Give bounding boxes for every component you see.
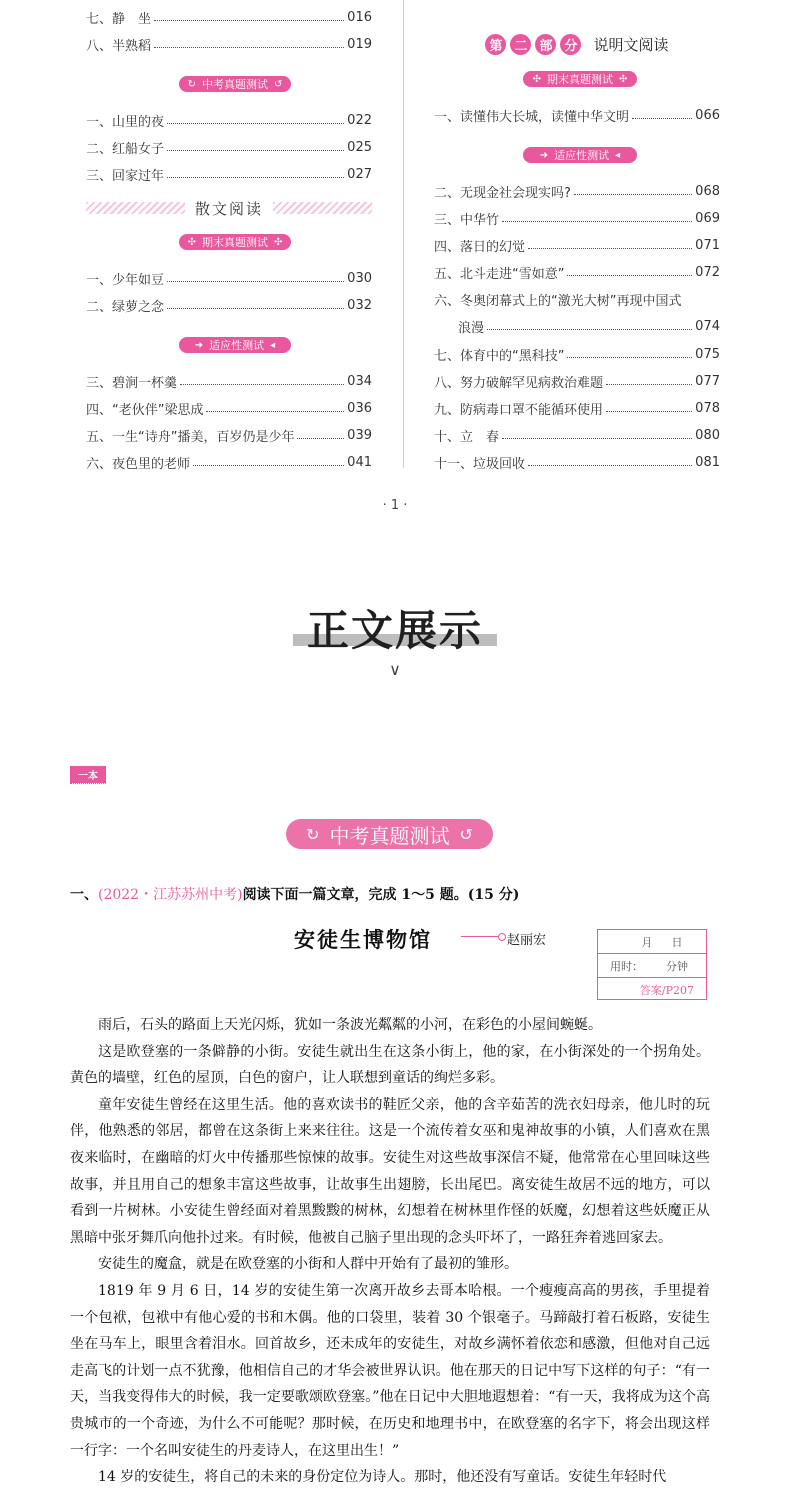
question-source: (2022・江苏苏州中考): [98, 887, 243, 903]
sparkle-icon: ✣: [619, 73, 628, 85]
toc-entry[interactable]: 二、无现金社会现实吗? 068: [434, 183, 720, 201]
part-char: 第: [485, 34, 506, 55]
sparkle-icon: ✣: [532, 73, 541, 85]
showcase-title: 正文展示: [0, 598, 790, 658]
column-divider: [403, 0, 404, 468]
toc-entry[interactable]: 一、少年如豆 030: [86, 270, 372, 288]
section-pill-zhongkao: ↻ 中考真题测试 ↺: [286, 819, 493, 849]
pill-zhongkao: ↻ 中考真题测试 ↺: [179, 76, 291, 92]
toc-entry[interactable]: 一、读懂伟大长城，读懂中华文明 066: [434, 107, 720, 125]
pill-shiying: ➜ 适应性测试 ◂: [179, 337, 291, 353]
chevron-down-icon: ∨: [389, 660, 401, 679]
swirl-icon: ↺: [274, 78, 283, 90]
toc-entry[interactable]: 六、夜色里的老师 041: [86, 454, 372, 472]
brand-logo: 一本: [70, 766, 106, 783]
toc-entry[interactable]: 六、冬奥闭幕式上的“激光大树”再现中国式: [434, 293, 682, 309]
sparkle-icon: ✣: [187, 236, 196, 248]
author-dot: [498, 933, 506, 941]
article-title: 安徒生博物馆: [294, 927, 432, 952]
article-paragraph: 14 岁的安徒生，将自己的未来的身份定位为诗人。那时，他还没有写童话。安徒生年轻时代: [98, 1469, 667, 1486]
swirl-icon: ↻: [306, 824, 320, 844]
pill-qimo: ✣ 期末真题测试 ✣: [523, 71, 637, 87]
sparkle-icon: ✣: [274, 236, 283, 248]
toc-entry[interactable]: 五、北斗走进“雪如意” 072: [434, 264, 720, 282]
toc-entry[interactable]: 二、绿萝之念 032: [86, 297, 372, 315]
article-paragraph: 1819 年 9 月 6 日，14 岁的安徒生第一次离开故乡去哥本哈根。一个瘦瘦高高的男孩，手里提着一个包袱，包袱中有他心爱的书和木偶。他的口袋里，装着 30 个银毫子。马蹄敲打着石板路，安徒生坐在马车上，眼里含着泪水。回首故乡，还未成年的安徒生，对故乡满怀着依恋和感激，但他对自己远走高飞的计划一点不犹豫，他相信自己的才华会被世界认识。他在那天的日记中写下这样的句子：“有一天，当我变得伟大的时候，我一定要歌颂欧登塞。”他在日记中大胆地遐想着：“有一天，我将成为这个高贵城市的一个奇迹，为什么不可能呢？那时候，在历史和地理书中，在欧登塞的名字下，将会出现这样一行字：一个名叫安徒生的丹麦诗人，在这里出生！”: [70, 1282, 710, 1459]
swirl-icon: ↻: [187, 78, 196, 90]
pill-qimo: ✣ 期末真题测试 ✣: [179, 234, 291, 250]
article-paragraph: 安徒生的魔盒，就是在欧登塞的小街和人群中开始有了最初的雏形。: [98, 1256, 518, 1273]
table-of-contents: [0, 0, 790, 480]
arrow-left-icon: ◂: [615, 149, 621, 161]
article-paragraph: 童年安徒生曾经在这里生活。他的喜欢读书的鞋匠父亲，他的含辛茹苦的洗衣妇母亲，他儿时的玩伴，他熟悉的邻居，都曾在这条街上来来往往。这是一个流传着女巫和鬼神故事的小镇，人们喜欢在黑夜来临时，在幽暗的灯火中传播那些惊悚的故事。安徒生对这些故事深信不疑，他常常在心里回味这些故事，并且用自己的想象丰富这些故事，让故事生出翅膀，长出尾巴。离安徒生故居不远的地方，可以看到一片树林。小安徒生曾经面对着黑黢黢的树林，幻想着在树林里作怪的妖魔，幻想着这些妖魔正从黑暗中张牙舞爪向他扑过来。有时候，他被自己脑子里出现的念头吓坏了，一路狂奔着逃回家去。: [70, 1096, 710, 1246]
page-number: · 1 ·: [382, 498, 408, 513]
pill-shiying: ➜ 适应性测试 ◂: [523, 147, 637, 163]
record-box: 月 日 用时： 分钟 答案/P207: [597, 929, 707, 1000]
part-char: 二: [510, 34, 531, 55]
author-line: [461, 936, 501, 937]
toc-entry[interactable]: 十一、垃圾回收 081: [434, 454, 720, 472]
toc-entry[interactable]: 浪漫 074: [458, 318, 720, 336]
article-body: [70, 1012, 710, 1491]
part-char: 部: [535, 34, 556, 55]
arrow-right-icon: ➜: [539, 149, 549, 161]
article-paragraph: 这是欧登塞的一条僻静的小街。安徒生就出生在这条小街上，他的家，在小街深处的一个拐角处。黄色的墙壁，红色的屋顶，白色的窗户，让人联想到童话的绚烂多彩。: [70, 1043, 710, 1087]
part-label: 说明文阅读: [593, 35, 669, 54]
toc-entry[interactable]: 五、一生“诗舟”播美，百岁仍是少年 039: [86, 427, 372, 445]
toc-entry[interactable]: 三、碧涧一杯羹 034: [86, 373, 372, 391]
question-instruction: 一、(2022・江苏苏州中考)阅读下面一篇文章，完成 1～5 题。(15 分): [70, 887, 520, 903]
toc-entry[interactable]: 十、立 春 080: [434, 427, 720, 445]
toc-entry[interactable]: 四、“老伙伴”梁思成 036: [86, 400, 372, 418]
toc-entry[interactable]: 七、静 坐 016: [86, 9, 372, 27]
section-heading-sanwen: 散文阅读: [86, 196, 372, 220]
toc-entry[interactable]: 四、落日的幻觉 071: [434, 237, 720, 255]
arrow-left-icon: ◂: [270, 339, 276, 351]
answer-ref: 答案/P207: [639, 983, 694, 997]
toc-entry[interactable]: 一、山里的夜 022: [86, 112, 372, 130]
logo-underline: [70, 783, 106, 787]
part-char: 分: [560, 34, 581, 55]
toc-entry[interactable]: 八、努力破解罕见病救治难题 077: [434, 373, 720, 391]
question-score: (15 分): [467, 887, 520, 903]
toc-entry[interactable]: 七、体育中的“黑科技” 075: [434, 346, 720, 364]
toc-entry[interactable]: 三、回家过年 027: [86, 166, 372, 184]
article-paragraph: 雨后，石头的路面上天光闪烁，犹如一条波光粼粼的小河，在彩色的小屋间蜿蜒。: [98, 1017, 602, 1033]
part-heading: [434, 32, 720, 56]
toc-entry[interactable]: 八、半熟稻 019: [86, 36, 372, 54]
toc-entry[interactable]: 二、红船女子 025: [86, 139, 372, 157]
toc-entry[interactable]: 三、中华竹 069: [434, 210, 720, 228]
arrow-right-icon: ➜: [194, 339, 204, 351]
toc-entry[interactable]: 九、防病毒口罩不能循环使用 078: [434, 400, 720, 418]
article-author: 赵丽宏: [507, 933, 547, 948]
swirl-icon: ↺: [459, 824, 473, 844]
